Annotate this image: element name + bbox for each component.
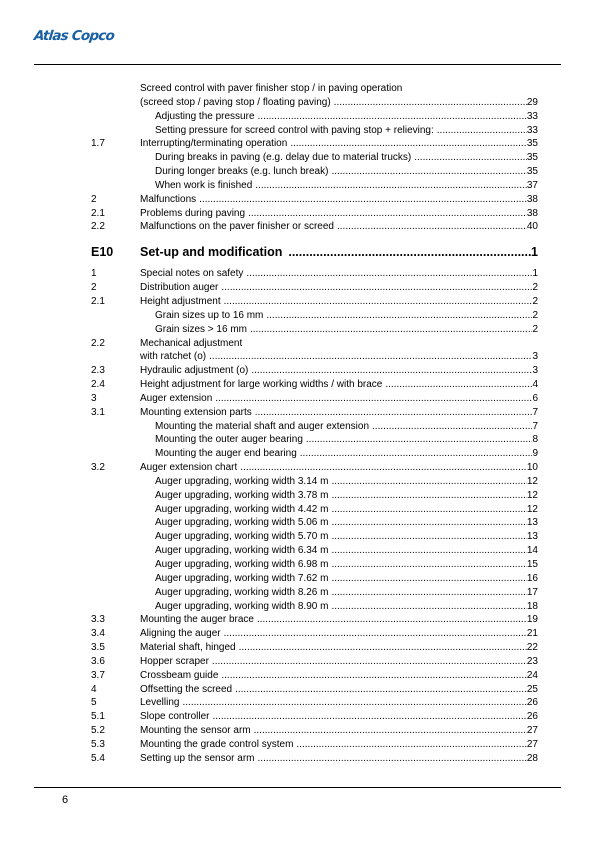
toc-row [0, 641, 595, 655]
toc-row [0, 710, 595, 724]
toc-dot-leader [331, 600, 526, 614]
toc-section-number: 5 [91, 697, 97, 709]
toc-entry-title: (screed stop / paving stop / floating paving) [140, 96, 331, 108]
toc-entry[interactable] [155, 475, 538, 489]
toc-page-number: 3 [532, 351, 538, 363]
toc-section-number: 2.2 [91, 221, 105, 233]
toc-row [0, 738, 595, 752]
toc-entry[interactable] [140, 752, 538, 766]
toc-entry-title: Offsetting the screed [140, 683, 233, 695]
toc-dot-leader [414, 151, 527, 165]
toc-entry[interactable] [155, 530, 538, 544]
toc-section-number: 3.1 [91, 406, 105, 418]
toc-entry[interactable] [140, 207, 538, 221]
toc-entry-title: Screed control with paver finisher stop / in paving operation [140, 83, 403, 94]
toc-page-number: 35 [526, 152, 538, 164]
toc-dot-leader [182, 696, 526, 710]
toc-entry-title: During longer breaks (e.g. lunch break) [155, 166, 329, 178]
toc-row [0, 461, 595, 475]
toc-row [0, 516, 595, 530]
toc-page-number: 1 [532, 268, 538, 280]
toc-page-number: 23 [526, 655, 538, 667]
toc-page-number: 7 [532, 406, 538, 418]
toc-entry[interactable] [140, 724, 538, 738]
toc-entry-title: When work is finished [155, 179, 253, 191]
toc-entry-title: Crossbeam guide [140, 669, 219, 681]
toc-entry-title: Setting pressure for screed control with paving stop + relieving: [155, 124, 434, 136]
toc-page-number: 37 [526, 179, 538, 191]
toc-dot-leader [246, 267, 532, 281]
toc-dot-leader [372, 420, 532, 434]
toc-dot-leader [221, 669, 527, 683]
toc-row [0, 558, 595, 572]
toc-row [0, 220, 595, 234]
toc-page-number: 38 [526, 207, 538, 219]
toc-section-number: 1 [91, 268, 97, 280]
toc-entry-title: Auger upgrading, working width 6.34 m [155, 545, 329, 557]
toc-section-number: 3.4 [91, 628, 105, 640]
toc-entry[interactable] [140, 137, 538, 151]
toc-page-number: 2 [532, 295, 538, 307]
toc-section-number: 3.6 [91, 655, 105, 667]
toc-entry[interactable] [155, 503, 538, 517]
toc-entry-title: Mounting the outer auger bearing [155, 434, 303, 446]
toc-page-number: 2 [532, 282, 538, 294]
toc-section-number: 4 [91, 683, 97, 695]
toc-entry[interactable] [155, 600, 538, 614]
toc-section-number: E10 [91, 245, 114, 260]
toc-page-number: 2 [532, 309, 538, 321]
toc-row [0, 447, 595, 461]
toc-entry[interactable] [140, 392, 538, 406]
toc-row [0, 503, 595, 517]
toc-entry-title: Problems during paving [140, 207, 246, 219]
toc-row [0, 267, 595, 281]
toc-page-number: 22 [526, 642, 538, 654]
toc-entry-title: Grain sizes up to 16 mm [155, 309, 264, 321]
toc-entry[interactable] [140, 364, 538, 378]
toc-row [0, 752, 595, 766]
toc-entry[interactable] [155, 179, 538, 193]
toc-page-number: 26 [526, 711, 538, 723]
toc-entry[interactable] [140, 281, 538, 295]
toc-entry-title: Hydraulic adjustment (o) [140, 365, 249, 377]
toc-row [0, 207, 595, 221]
toc-dot-leader [331, 503, 526, 517]
toc-entry-title: Mounting the auger end bearing [155, 448, 297, 460]
toc-entry[interactable] [155, 323, 538, 337]
toc-entry-title: Adjusting the pressure [155, 110, 255, 122]
toc-dot-leader [337, 220, 527, 234]
toc-section-number: 2.2 [91, 337, 105, 349]
toc-row [0, 378, 595, 392]
page-number: 6 [62, 794, 69, 806]
toc-page-number: 40 [526, 221, 538, 233]
toc-section-number: 5.3 [91, 738, 105, 750]
toc-page-number: 13 [526, 531, 538, 543]
toc-dot-leader [209, 350, 532, 364]
toc-dot-leader [331, 475, 526, 489]
toc-entry-title: Auger extension [140, 392, 213, 404]
toc-entry[interactable] [155, 151, 538, 165]
toc-entry[interactable] [140, 295, 538, 309]
toc-row [0, 96, 595, 110]
toc-entry[interactable] [140, 96, 538, 110]
toc-page-number: 2 [532, 323, 538, 335]
toc-page-number: 12 [526, 475, 538, 487]
toc-section-number: 3.7 [91, 669, 105, 681]
toc-entry-title: Material shaft, hinged [140, 642, 236, 654]
toc-page-number: 19 [526, 614, 538, 626]
toc-entry-title: Auger upgrading, working width 8.26 m [155, 586, 329, 598]
toc-dot-leader [331, 530, 526, 544]
toc-row [0, 683, 595, 697]
toc-entry-title: with ratchet (o) [140, 351, 207, 363]
toc-entry-title: Set-up and modification [140, 245, 283, 260]
toc-row [0, 669, 595, 683]
toc-section-number: 2.3 [91, 365, 105, 377]
toc-entry-title: Special notes on safety [140, 268, 244, 280]
toc-dot-leader [331, 165, 526, 179]
toc-dot-leader [212, 710, 526, 724]
toc-row [0, 572, 595, 586]
toc-entry-title: Auger upgrading, working width 5.70 m [155, 531, 329, 543]
toc-entry[interactable] [140, 378, 538, 392]
toc-dot-leader [250, 323, 532, 337]
toc-entry-title: Grain sizes > 16 mm [155, 323, 247, 335]
atlas-copco-logo: Atlas Copco [33, 28, 115, 44]
toc-entry[interactable] [155, 586, 538, 600]
toc-entry-title: Mechanical adjustment [140, 337, 243, 349]
toc-page-number: 15 [526, 559, 538, 570]
toc-dot-leader [254, 724, 527, 738]
toc-page-number: 24 [526, 669, 538, 681]
toc-dot-leader [288, 242, 531, 262]
toc-dot-leader [331, 572, 526, 586]
toc-entry[interactable] [155, 572, 538, 586]
toc-row [0, 613, 595, 627]
toc-entry[interactable] [140, 267, 538, 281]
footer-rule [34, 787, 561, 788]
toc-row [0, 489, 595, 503]
toc-row [0, 544, 595, 558]
toc-entry-title: During breaks in paving (e.g. delay due to material trucks) [155, 152, 412, 164]
toc-entry[interactable] [155, 165, 538, 179]
toc-entry-title: Interrupting/terminating operation [140, 138, 288, 150]
toc-dot-leader [334, 96, 527, 110]
toc-entry[interactable] [155, 420, 538, 434]
toc-page-number: 21 [526, 628, 538, 640]
toc-row [0, 392, 595, 406]
toc-dot-leader [239, 641, 527, 655]
toc-row [0, 420, 595, 434]
toc-row [0, 696, 595, 710]
toc-row [0, 350, 595, 364]
toc-page-number: 14 [526, 545, 538, 557]
toc-dot-leader [224, 627, 527, 641]
toc-dot-leader [437, 124, 527, 138]
toc-entry-title: Hopper scraper [140, 655, 209, 667]
toc-page-number: 12 [526, 503, 538, 515]
toc-entry[interactable] [140, 82, 538, 96]
toc-dot-leader [224, 295, 533, 309]
toc-row [0, 137, 595, 151]
toc-entry[interactable] [155, 516, 538, 530]
toc-dot-leader [331, 489, 526, 503]
toc-row [0, 323, 595, 337]
toc-dot-leader [306, 433, 533, 447]
toc-section-number: 3.5 [91, 642, 105, 654]
toc-dot-leader [296, 738, 526, 752]
toc-entry-title: Height adjustment [140, 295, 221, 307]
toc-entry-title: Mounting the material shaft and auger extension [155, 420, 370, 432]
toc-row [0, 433, 595, 447]
toc-entry-title: Auger upgrading, working width 3.14 m [155, 475, 329, 487]
toc-section-number: 2 [91, 282, 97, 294]
toc-entry[interactable] [140, 406, 538, 420]
toc-dot-leader [251, 364, 532, 378]
toc-page-number: 8 [532, 434, 538, 446]
toc-entry-title: Auger extension chart [140, 462, 238, 474]
toc-entry[interactable] [140, 220, 538, 234]
toc-section-number: 5.1 [91, 711, 105, 723]
toc-dot-leader [255, 179, 527, 193]
toc-dot-leader [199, 193, 527, 207]
toc-row [0, 110, 595, 124]
toc-entry-title: Auger upgrading, working width 7.62 m [155, 572, 329, 584]
toc-entry[interactable] [140, 193, 538, 207]
toc-entry-title: Mounting the grade control system [140, 738, 294, 750]
toc-dot-leader [221, 281, 532, 295]
toc-entry[interactable] [140, 683, 538, 697]
toc-dot-leader [331, 586, 526, 600]
toc-entry[interactable] [140, 613, 538, 627]
toc-page-number: 6 [532, 392, 538, 404]
toc-dot-leader [331, 558, 526, 572]
toc-section-number: 3.2 [91, 462, 105, 474]
toc-row [0, 586, 595, 600]
toc-dot-leader [266, 309, 532, 323]
toc-row [0, 600, 595, 614]
toc-dot-leader [290, 137, 527, 151]
toc-entry-title: Mounting extension parts [140, 406, 252, 418]
toc-entry[interactable] [155, 558, 538, 572]
toc-dot-leader [215, 392, 532, 406]
toc-row [0, 337, 595, 351]
toc-section-number: 3.3 [91, 614, 105, 626]
toc-dot-leader [255, 406, 533, 420]
toc-row [0, 124, 595, 138]
toc-row [0, 309, 595, 323]
toc-row [0, 406, 595, 420]
toc-section-number: 2 [91, 193, 97, 205]
toc-entry[interactable] [140, 627, 538, 641]
toc-row [0, 530, 595, 544]
toc-row [0, 281, 595, 295]
toc-page-number: 27 [526, 738, 538, 750]
toc-entry[interactable] [140, 669, 538, 683]
toc-page-number: 29 [526, 96, 538, 108]
toc-entry-title: Aligning the auger [140, 628, 221, 640]
toc-entry-title: Malfunctions on the paver finisher or screed [140, 221, 334, 233]
toc-entry-title: Setting up the sensor arm [140, 752, 255, 764]
toc-entry-title: Auger upgrading, working width 5.06 m [155, 517, 329, 529]
toc-entry-title: Auger upgrading, working width 3.78 m [155, 489, 329, 501]
toc-row [0, 151, 595, 165]
toc-entry-title: Levelling [140, 697, 180, 709]
toc-entry[interactable] [140, 655, 538, 669]
toc-page-number: 10 [526, 462, 538, 474]
toc-row [0, 179, 595, 193]
toc-entry[interactable] [155, 433, 538, 447]
toc-row [0, 627, 595, 641]
toc-row [0, 655, 595, 669]
toc-row [0, 724, 595, 738]
toc-page-number: 3 [532, 365, 538, 377]
toc-page-number: 13 [526, 517, 538, 529]
toc-page-number: 35 [526, 138, 538, 150]
toc-entry[interactable] [140, 350, 538, 364]
toc-entry-title: Mounting the auger brace [140, 614, 254, 626]
toc-dot-leader [235, 683, 527, 697]
toc-page-number: 38 [526, 193, 538, 205]
toc-entry[interactable] [155, 447, 538, 461]
toc-row [0, 82, 595, 96]
toc-dot-leader [257, 613, 527, 627]
toc-page-number: 35 [526, 166, 538, 178]
toc-dot-leader [212, 655, 527, 669]
toc-entry-title: Auger upgrading, working width 6.98 m [155, 559, 329, 570]
toc-section-number: 2.1 [91, 207, 105, 219]
toc-entry-title: Height adjustment for large working widths / with brace [140, 379, 383, 391]
toc-chapter-row [0, 242, 595, 262]
toc-page-number: 1 [531, 245, 538, 260]
toc-dot-leader [258, 110, 527, 124]
toc-section-number: 3 [91, 392, 97, 404]
toc-section-number: 5.4 [91, 752, 105, 764]
toc-page-number: 26 [526, 697, 538, 709]
toc-page-number: 18 [526, 600, 538, 612]
toc-entry[interactable] [155, 309, 538, 323]
toc-section-number: 1.7 [91, 138, 105, 150]
toc-row [0, 193, 595, 207]
toc-entry-title: Slope controller [140, 711, 210, 723]
toc-entry-title: Malfunctions [140, 193, 197, 205]
toc-entry[interactable] [155, 110, 538, 124]
toc-page-number: 25 [526, 683, 538, 695]
toc-dot-leader [331, 516, 526, 530]
toc-row [0, 295, 595, 309]
toc-entry[interactable] [155, 489, 538, 503]
toc-section-number: 2.4 [91, 379, 105, 391]
toc-entry[interactable] [140, 738, 538, 752]
toc-entry[interactable] [140, 337, 538, 351]
toc-page-number: 12 [526, 489, 538, 501]
toc-entry[interactable] [140, 641, 538, 655]
toc-entry[interactable] [140, 242, 538, 262]
toc-entry[interactable] [140, 710, 538, 724]
toc-page-number: 33 [526, 124, 538, 136]
table-of-contents [0, 82, 595, 766]
toc-entry-title: Mounting the sensor arm [140, 725, 251, 737]
toc-page-number: 4 [532, 379, 538, 391]
toc-page-number: 27 [526, 725, 538, 737]
toc-dot-leader [248, 207, 527, 221]
toc-page-number: 7 [532, 420, 538, 432]
toc-entry[interactable] [140, 696, 538, 710]
toc-entry[interactable] [155, 124, 538, 138]
toc-page-number: 16 [526, 572, 538, 584]
toc-section-number: 5.2 [91, 725, 105, 737]
toc-entry[interactable] [140, 461, 538, 475]
toc-entry-title: Auger upgrading, working width 4.42 m [155, 503, 329, 515]
toc-entry[interactable] [155, 544, 538, 558]
toc-dot-leader [385, 378, 532, 392]
toc-entry-title: Auger upgrading, working width 8.90 m [155, 600, 329, 612]
header-rule [34, 64, 561, 65]
toc-page-number: 9 [532, 448, 538, 460]
toc-entry-title: Distribution auger [140, 282, 219, 294]
toc-page-number: 17 [526, 586, 538, 598]
toc-dot-leader [258, 752, 527, 766]
toc-dot-leader [331, 544, 526, 558]
toc-row [0, 364, 595, 378]
toc-page-number: 28 [526, 752, 538, 764]
toc-row [0, 165, 595, 179]
toc-section-number: 2.1 [91, 295, 105, 307]
toc-dot-leader [240, 461, 527, 475]
toc-dot-leader [300, 447, 533, 461]
toc-page-number: 33 [526, 110, 538, 122]
toc-row [0, 475, 595, 489]
